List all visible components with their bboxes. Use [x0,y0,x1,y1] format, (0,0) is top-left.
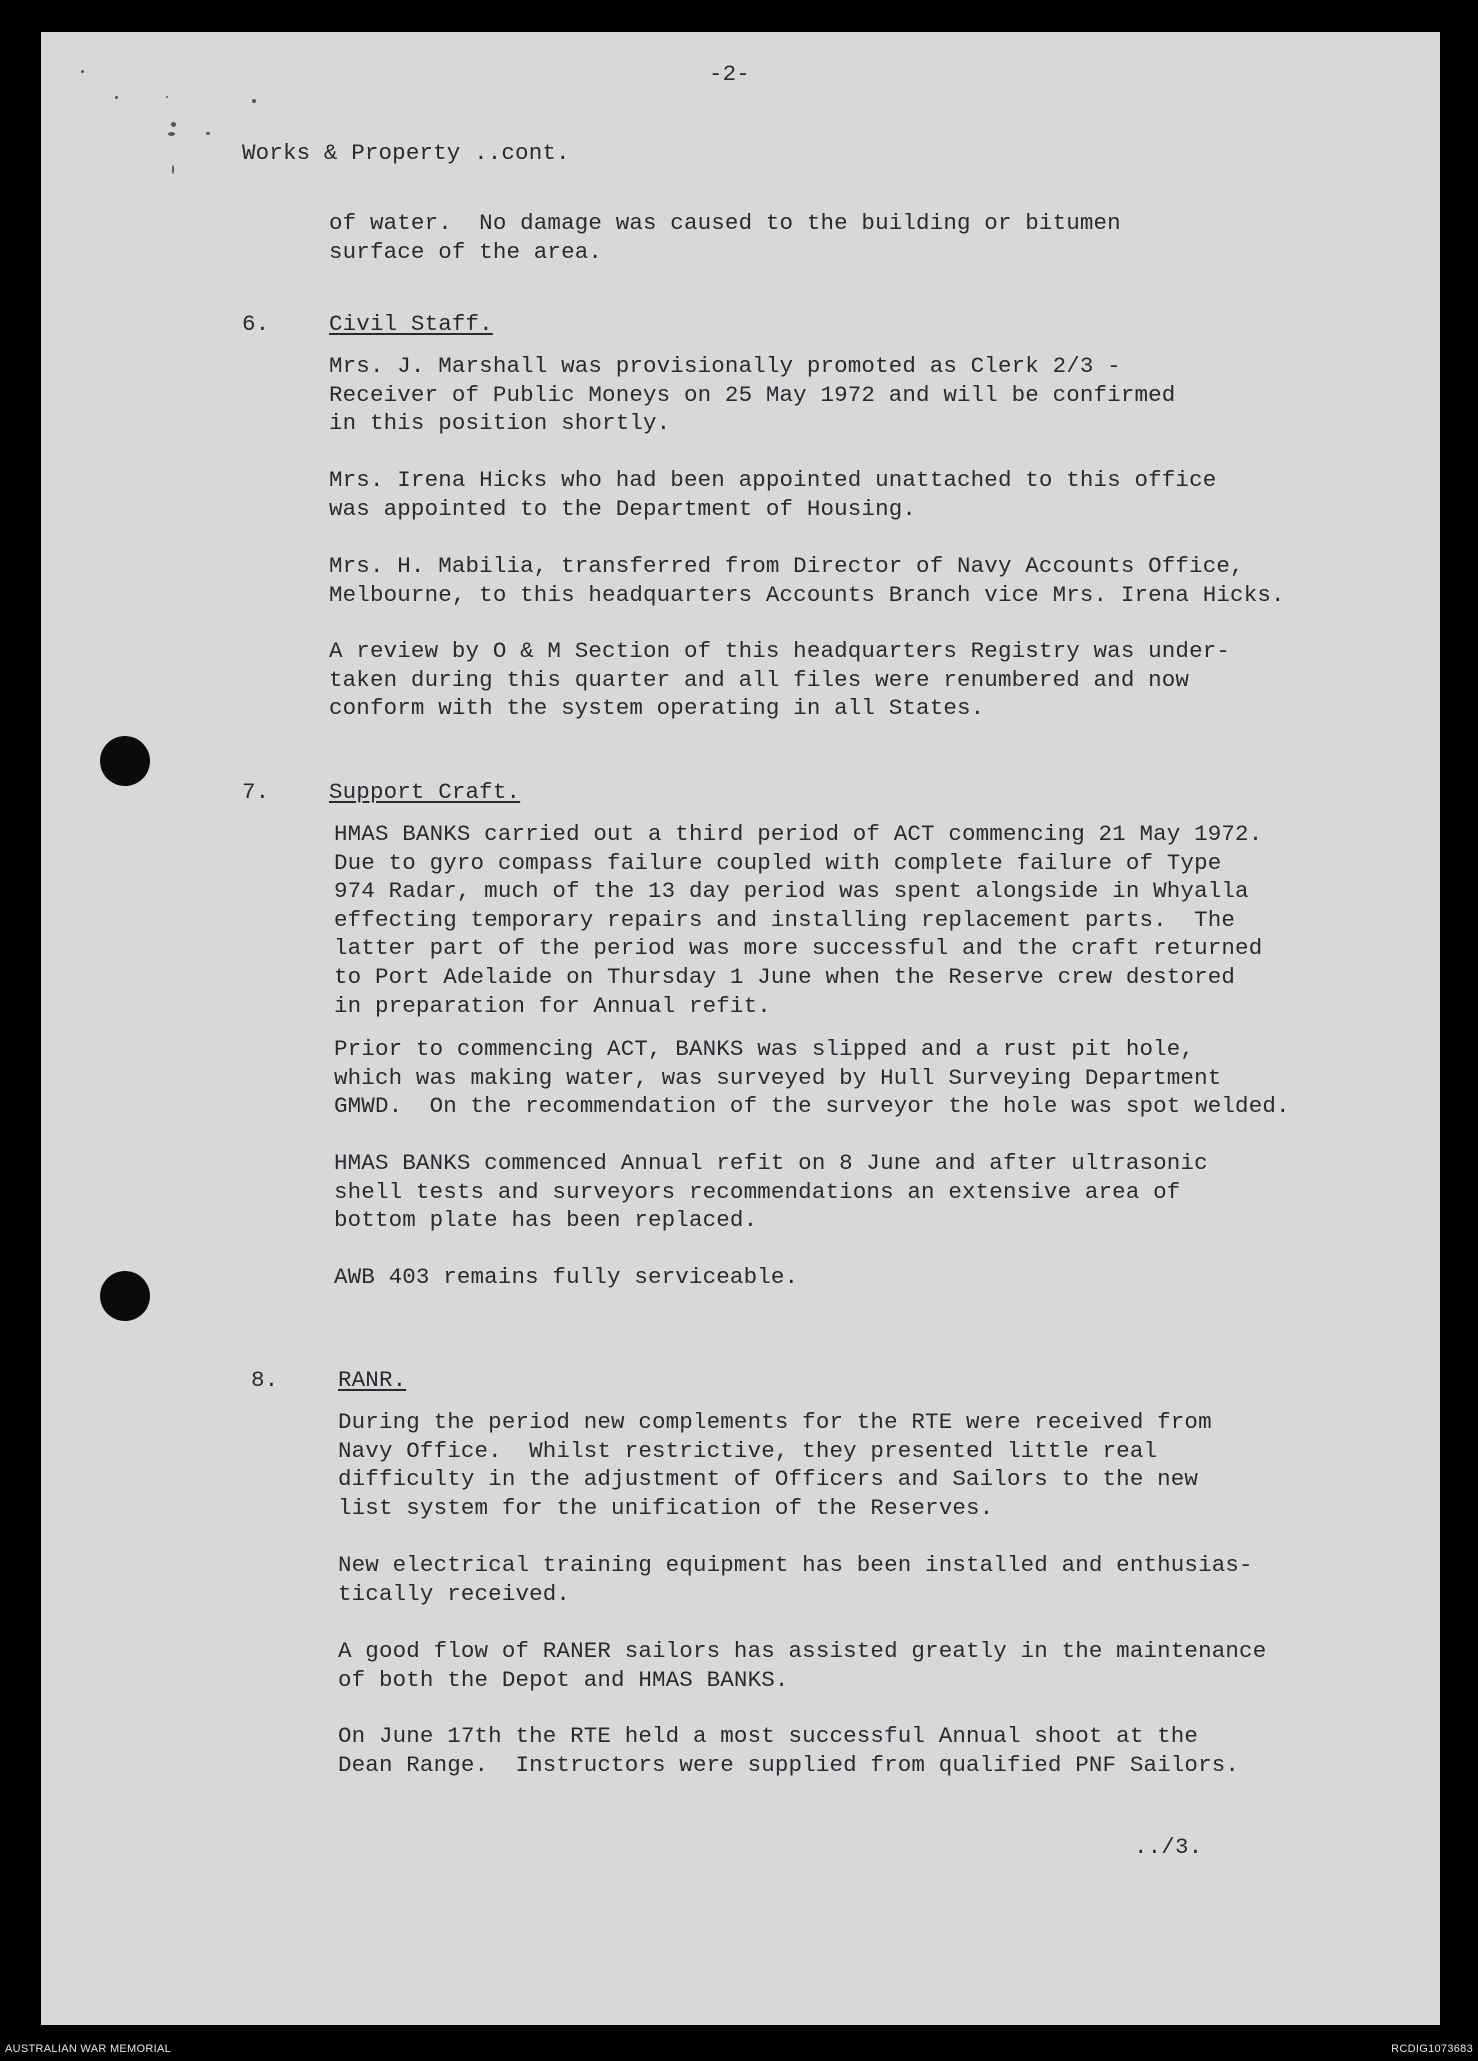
paragraph [338,1551,1253,1608]
text-line: Prior to commencing ACT, BANKS was slipped and a rust pit hole, [334,1036,1195,1062]
text-line: latter part of the period was more successful and the craft returned [334,935,1263,962]
continuation-marker: ../3. [1134,1834,1203,1860]
section-number: 6. [242,311,270,337]
text-line: bottom plate has been replaced. [334,1207,758,1234]
text-line: surface of the area. [329,238,603,265]
footer-record-id: RCDIG1073683 [1391,2043,1473,2055]
text-line: A review by O & M Section of this headquarters Registry was under- [329,638,1231,664]
paper-speck [115,96,118,99]
text-line: of water. No damage was caused to the building or bitumen [329,210,1121,236]
page-number: -2- [709,61,750,87]
text-line: list system for the unification of the Reserves. [338,1494,994,1521]
paper-speck [171,122,176,127]
paper-speck [168,132,175,136]
text-line: shell tests and surveyors recommendations an extensive area of [334,1178,1181,1205]
text-line: conform with the system operating in all States. [329,695,985,722]
text-line: AWB 403 remains fully serviceable. [334,1264,799,1290]
paper-speck [252,99,256,103]
text-line: Melbourne, to this headquarters Accounts Branch vice Mrs. Irena Hicks. [329,581,1285,608]
text-line: of both the Depot and HMAS BANKS. [338,1666,789,1693]
text-line: tically received. [338,1580,571,1607]
text-line: HMAS BANKS carried out a third period of ACT commencing 21 May 1972. [334,821,1263,847]
text-line: which was making water, was surveyed by Hull Surveying Department [334,1064,1222,1091]
text-line: difficulty in the adjustment of Officers and Sailors to the new [338,1466,1199,1493]
paper-speck [172,165,174,174]
footer-archive-name: AUSTRALIAN WAR MEMORIAL [5,2043,172,2055]
paper-speck [166,96,168,98]
text-line: A good flow of RANER sailors has assisted greatly in the maintenance [338,1638,1267,1664]
text-line: in preparation for Annual refit. [334,992,771,1019]
section-title: RANR. [338,1367,407,1393]
paper-speck [206,132,210,135]
text-line: effecting temporary repairs and installing replacement parts. The [334,906,1236,933]
section-heading: Works & Property ..cont. [242,140,570,166]
paragraph [329,552,1285,609]
paragraph [329,352,1175,438]
text-line: Receiver of Public Moneys on 25 May 1972 and will be confirmed [329,381,1176,408]
text-line: Navy Office. Whilst restrictive, they presented little real [338,1437,1158,1464]
paragraph [338,1722,1239,1779]
section-title: Support Craft. [329,779,521,805]
paper-speck [81,70,84,73]
text-line: New electrical training equipment has been installed and enthusias- [338,1552,1253,1578]
paragraph [334,1263,798,1292]
text-line: was appointed to the Department of Housing. [329,495,917,522]
paragraph [329,466,1216,523]
paragraph [334,1035,1290,1121]
text-line: GMWD. On the recommendation of the surveyor the hole was spot welded. [334,1093,1290,1120]
text-line: Due to gyro compass failure coupled with complete failure of Type [334,849,1222,876]
text-line: Mrs. H. Mabilia, transferred from Director of Navy Accounts Office, [329,553,1244,579]
document-page [41,32,1440,2025]
paragraph [329,637,1230,723]
text-line: to Port Adelaide on Thursday 1 June when the Reserve crew destored [334,963,1236,990]
punch-hole [100,736,150,786]
paragraph [334,820,1262,1020]
section-number: 7. [242,779,270,805]
paragraph [338,1637,1266,1694]
text-line: During the period new complements for the RTE were received from [338,1409,1212,1435]
text-line: On June 17th the RTE held a most successful Annual shoot at the [338,1723,1199,1749]
text-line: Mrs. Irena Hicks who had been appointed unattached to this office [329,467,1217,493]
text-line: taken during this quarter and all files were renumbered and now [329,666,1190,693]
section-number: 8. [251,1367,279,1393]
text-line: Mrs. J. Marshall was provisionally promoted as Clerk 2/3 - [329,353,1121,379]
punch-hole [100,1271,150,1321]
text-line: HMAS BANKS commenced Annual refit on 8 June and after ultrasonic [334,1150,1208,1176]
text-line: in this position shortly. [329,410,671,437]
paragraph [334,1149,1208,1235]
continued-paragraph [329,209,1121,266]
text-line: 974 Radar, much of the 13 day period was spent alongside in Whyalla [334,878,1249,905]
section-title: Civil Staff. [329,311,493,337]
paragraph [338,1408,1212,1522]
text-line: Dean Range. Instructors were supplied from qualified PNF Sailors. [338,1751,1240,1778]
